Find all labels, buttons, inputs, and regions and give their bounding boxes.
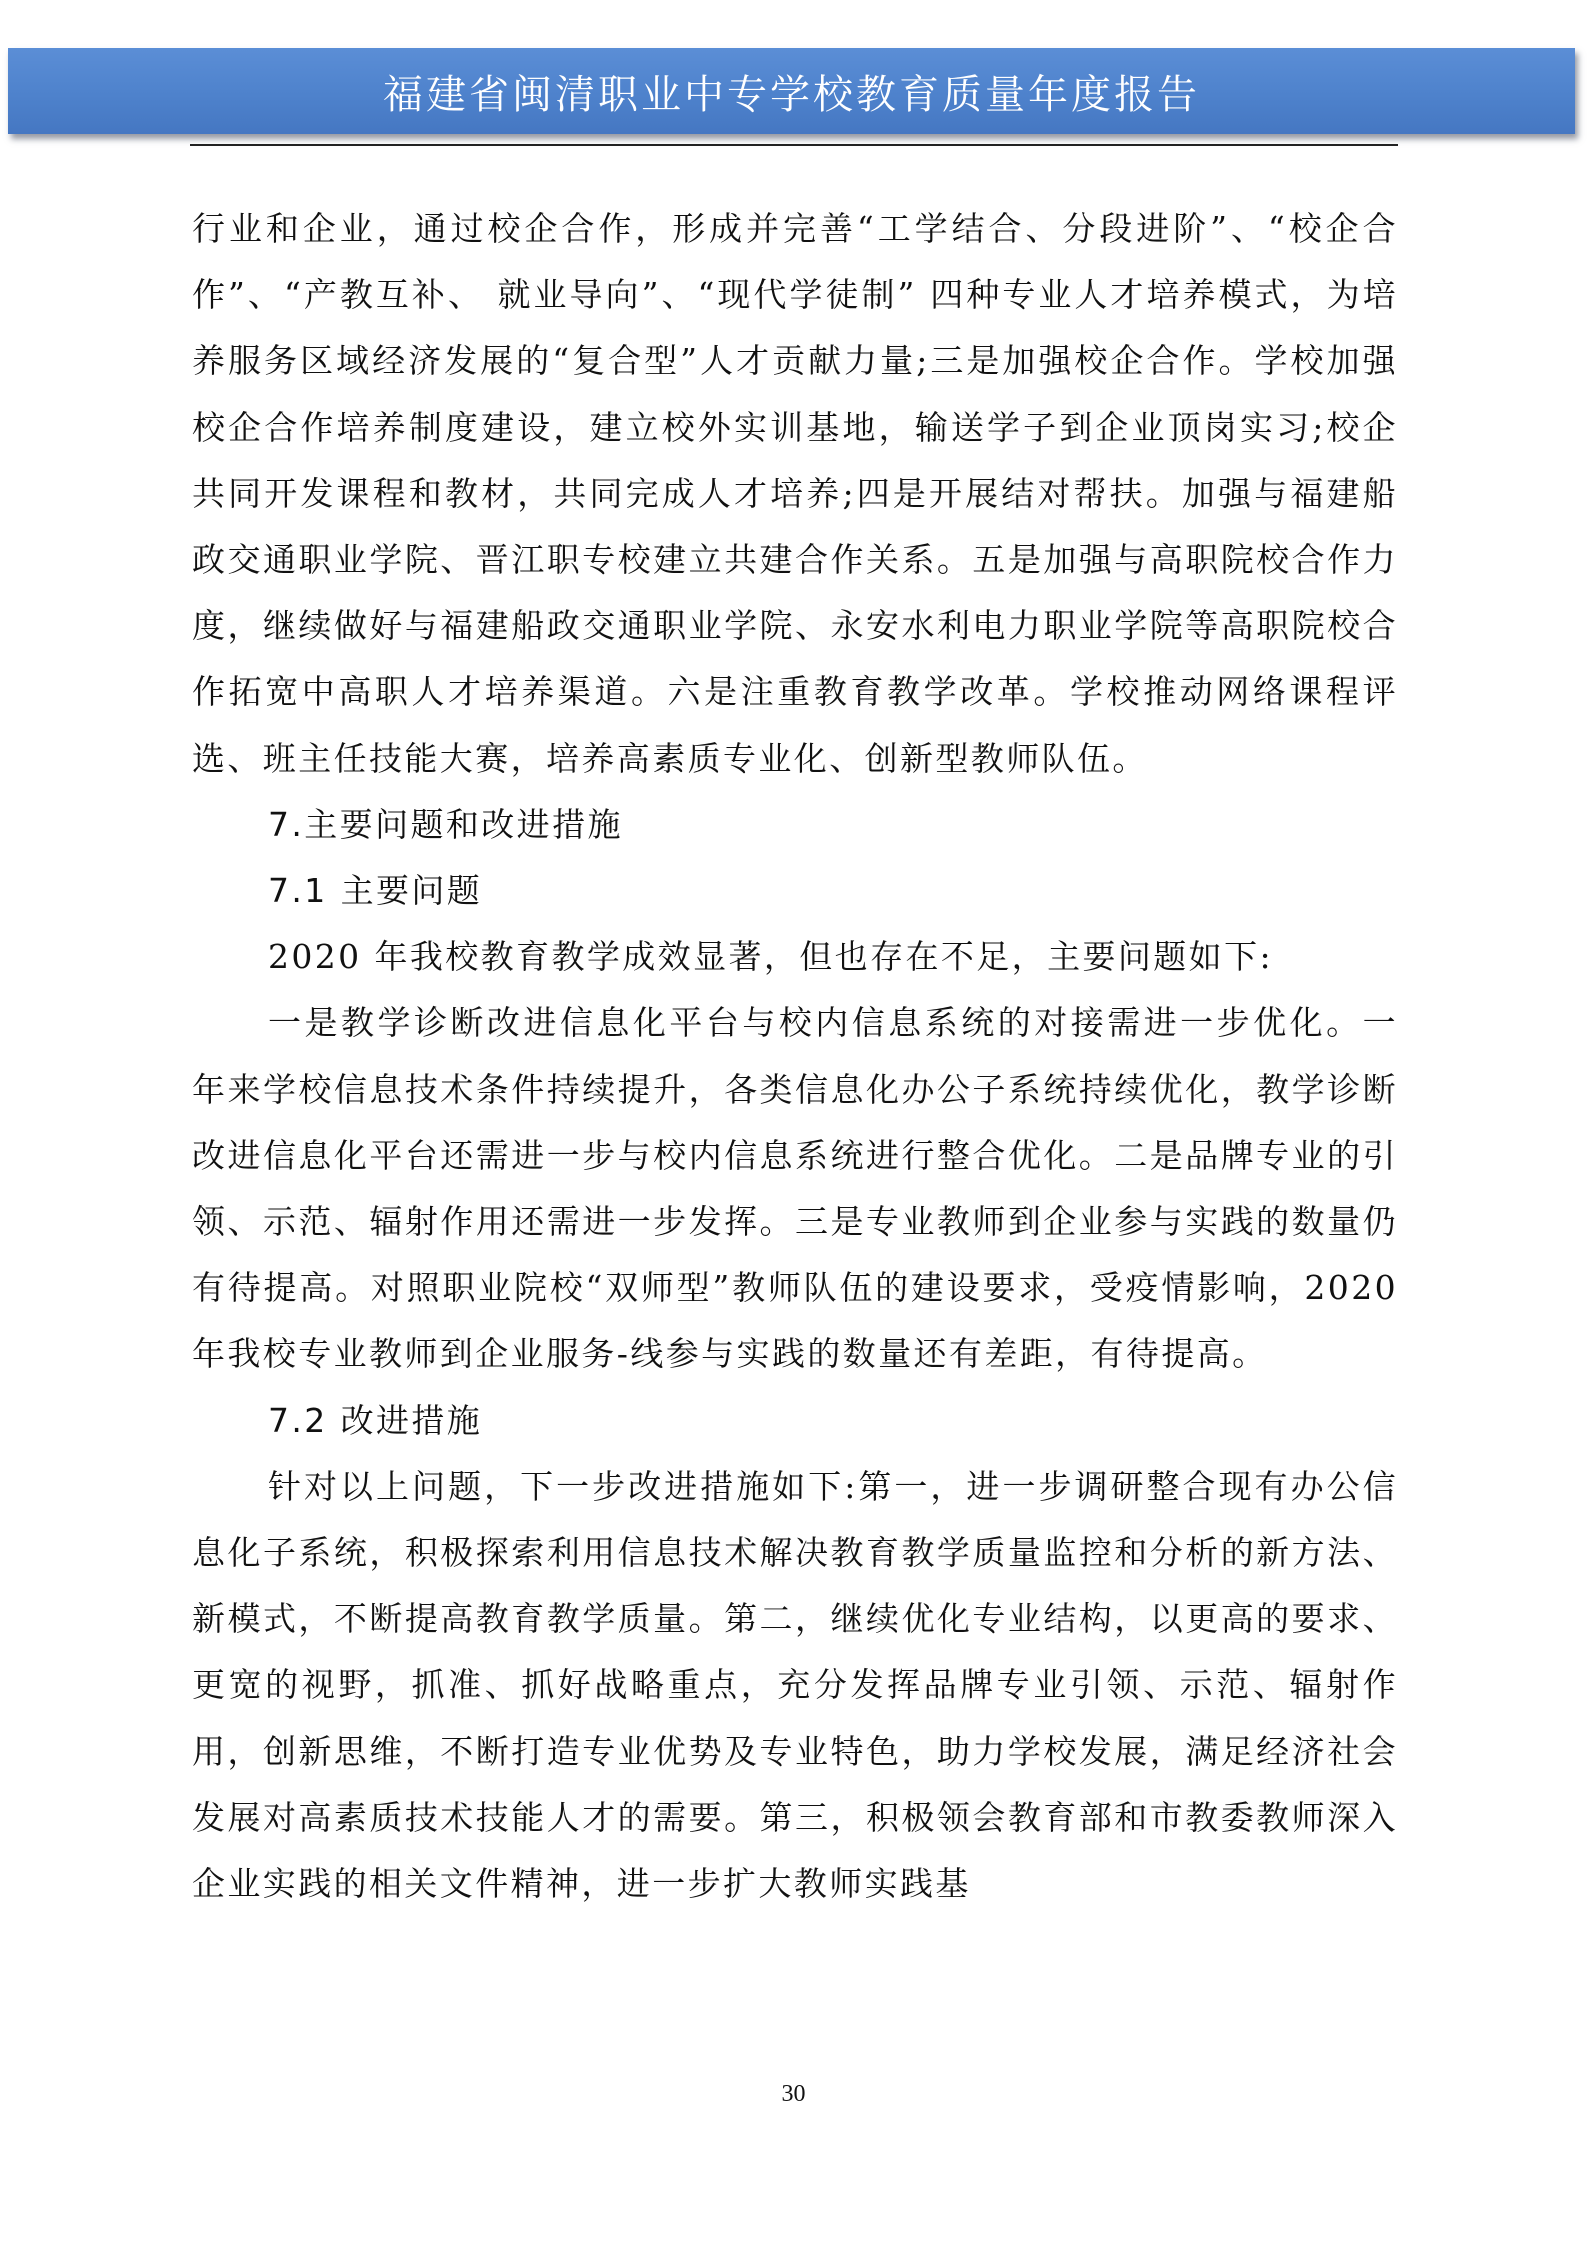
page-number: 30: [781, 2081, 806, 2107]
paragraph-problems-detail: 一是教学诊断改进信息化平台与校内信息系统的对接需进一步优化。一年来学校信息技术条件持续提升，各类信息化办公子系统持续优化，教学诊断改进信息化平台还需进一步与校内信息系统进行整合优化。二是品牌专业的引领、示范、辐射作用还需进一步发挥。三是专业教师到企业参与实践的数量仍有待提高。对照职业院校“双师型”教师队伍的建设要求，受疫情影响，2020 年我校专业教师到企业服务-线参与实践的数量还有差距，有待提高。: [192, 1003, 1398, 1374]
page-body: [192, 196, 1398, 1917]
section-heading-7: 7.主要问题和改进措施: [268, 804, 623, 844]
header-divider: [190, 144, 1398, 146]
paragraph-improvement-measures: 针对以上问题，下一步改进措施如下:第一，进一步调研整合现有办公信息化子系统，积极探索利用信息技术解决教育教学质量监控和分析的新方法、新模式，不断提高教育教学质量。第二，继续优化专业结构，以更高的要求、更宽的视野，抓准、抓好战略重点，充分发挥品牌专业引领、示范、辐射作用，创新思维，不断打造专业优势及专业特色，助力学校发展，满足经济社会发展对高素质技术技能人才的需要。第三，积极领会教育部和市教委教师深入企业实践的相关文件精神，进一步扩大教师实践基: [192, 1466, 1398, 1904]
paragraph-problems-intro: 2020 年我校教育教学成效显著，但也存在不足，主要问题如下:: [268, 937, 1273, 977]
subsection-heading-7-1: 7.1 主要问题: [268, 871, 483, 911]
paragraph-school-enterprise-cooperation: 行业和企业，通过校企合作，形成并完善“工学结合、分段进阶”、“校企合作”、“产教互补、 就业导向”、“现代学徒制” 四种专业人才培养模式，为培养服务区域经济发展的“复合型”人才贡献力量;三是加强校企合作。学校加强校企合作培养制度建设，建立校外实训基地，输送学子到企业顶岗实习;校企共同开发课程和教材，共同完成人才培养;四是开展结对帮扶。加强与福建船政交通职业学院、晋江职专校建立共建合作关系。五是加强与高职院校合作力度，继续做好与福建船政交通职业学院、永安水利电力职业学院等高职院校合作拓宽中高职人才培养渠道。六是注重教育教学改革。学校推动网络课程评选、班主任技能大赛，培养高素质专业化、创新型教师队伍。: [192, 209, 1398, 778]
report-title: 福建省闽清职业中专学校教育质量年度报告: [383, 71, 1200, 118]
header-banner: [8, 48, 1575, 134]
subsection-heading-7-2: 7.2 改进措施: [268, 1400, 483, 1440]
